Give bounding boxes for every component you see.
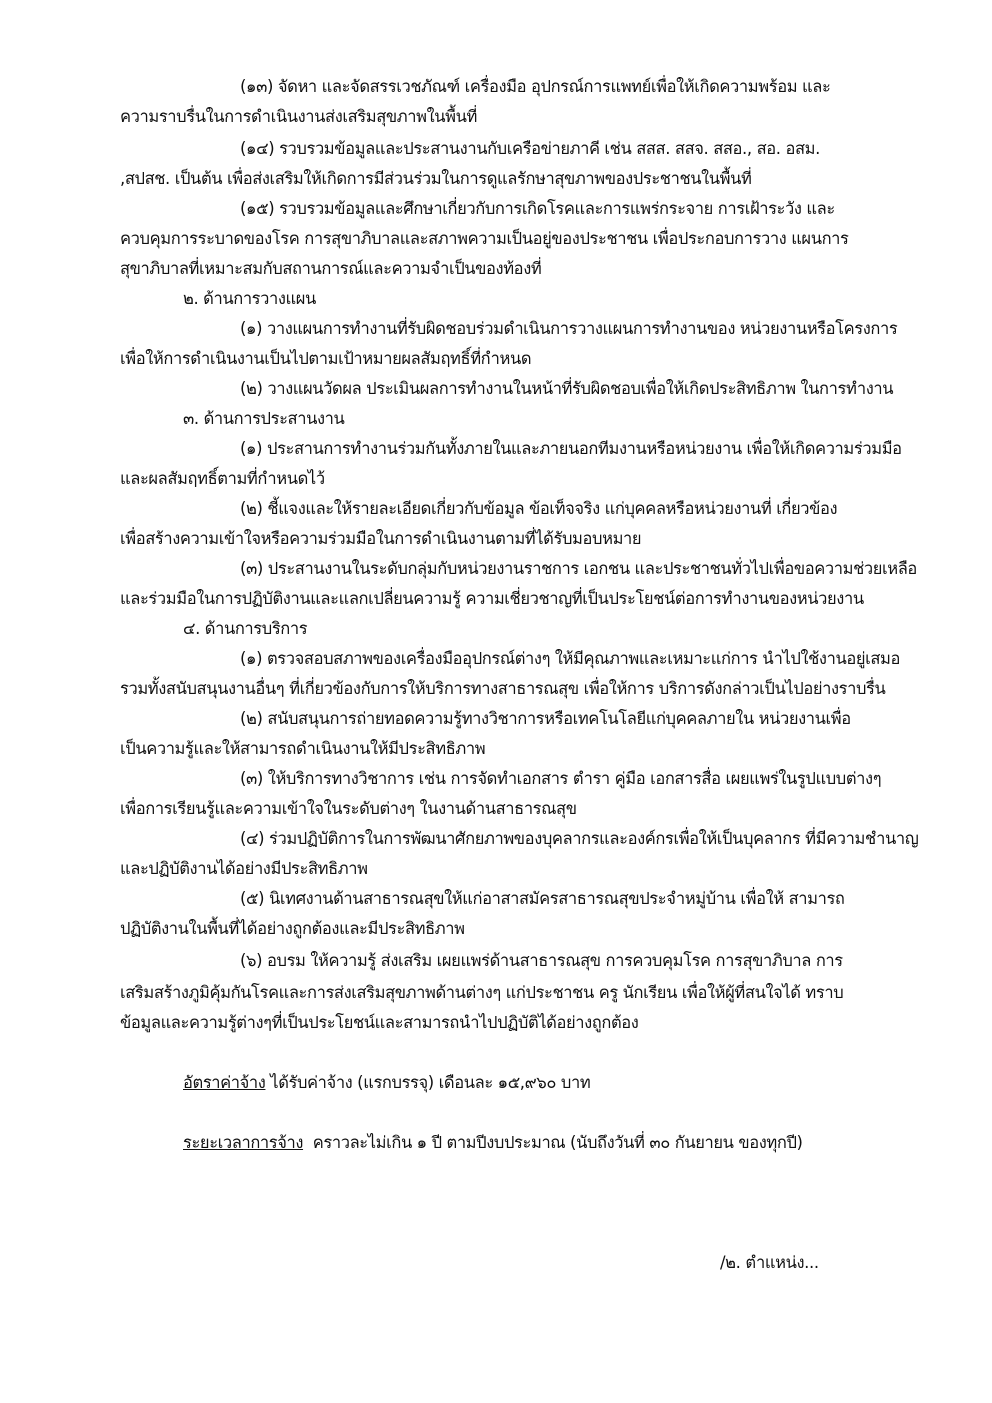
service-item-1-line-2: รวมทั้งสนับสนุนงานอื่นๆ ที่เกี่ยวข้องกับการให้บริการทางสาธารณสุข เพื่อให้การ บริการดังกล่าวเป็นไปอย่างราบรื่น [120,679,886,698]
paragraph-15-line-2: ควบคุมการระบาดของโรค การสุขาภิบาลและสภาพความเป็นอยู่ของประชาชน เพื่อประกอบการวาง แผนการ [120,229,849,248]
employment-term-label: ระยะเวลาการจ้าง [183,1133,304,1152]
page-continuation: /๒. ตำแหน่ง... [720,1253,819,1272]
service-item-4-line-2: และปฏิบัติงานได้อย่างมีประสิทธิภาพ [120,859,368,878]
service-item-3-line-2: เพื่อการเรียนรู้และความเข้าใจในระดับต่างๆ ในงานด้านสาธารณสุข [120,799,577,818]
employment-term-text: คราวละไม่เกิน ๑ ปี ตามปีงบประมาณ (นับถึงวันที่ ๓๐ กันยายน ของทุกปี) [303,1133,803,1152]
employment-term-line [183,1132,803,1154]
paragraph-15-line-3: สุขาภิบาลที่เหมาะสมกับสถานการณ์และความจำเป็นของท้องที่ [120,259,542,278]
service-item-2-line-1: (๒) สนับสนุนการถ่ายทอดความรู้ทางวิชาการหรือเทคโนโลยีแก่บุคคลภายใน หน่วยงานเพื่อ [240,709,851,728]
section-heading-planning: ๒. ด้านการวางแผน [183,289,316,308]
service-item-5-line-2: ปฏิบัติงานในพื้นที่ได้อย่างถูกต้องและมีประสิทธิภาพ [120,919,465,938]
wage-line [183,1072,590,1094]
wage-label: อัตราค่าจ้าง [183,1073,266,1092]
paragraph-13-line-1: (๑๓) จัดหา และจัดสรรเวชภัณฑ์ เครื่องมือ อุปกรณ์การแพทย์เพื่อให้เกิดความพร้อม และ [240,77,831,96]
service-item-5-line-1: (๕) นิเทศงานด้านสาธารณสุขให้แก่อาสาสมัครสาธารณสุขประจำหมู่บ้าน เพื่อให้ สามารถ [240,889,845,908]
service-item-2-line-2: เป็นความรู้และให้สามารถดำเนินงานให้มีประสิทธิภาพ [120,739,486,758]
service-item-4-line-1: (๔) ร่วมปฏิบัติการในการพัฒนาศักยภาพของบุคลากรและองค์กรเพื่อให้เป็นบุคลากร ที่มีความชำนาญ [240,829,919,848]
coordination-item-3-line-1: (๓) ประสานงานในระดับกลุ่มกับหน่วยงานราชการ เอกชน และประชาชนทั่วไปเพื่อขอความช่วยเหลือ [240,559,917,578]
paragraph-14-line-1: (๑๔) รวบรวมข้อมูลและประสานงานกับเครือข่ายภาคี เช่น สสส. สสจ. สสอ., สอ. อสม. [240,139,820,158]
coordination-item-3-line-2: และร่วมมือในการปฏิบัติงานและแลกเปลี่ยนความรู้ ความเชี่ยวชาญที่เป็นประโยชน์ต่อการทำงานของหน่วยงาน [120,589,864,608]
service-item-6-line-3: ข้อมูลและความรู้ต่างๆที่เป็นประโยชน์และสามารถนำไปปฏิบัติได้อย่างถูกต้อง [120,1013,639,1032]
service-item-1-line-1: (๑) ตรวจสอบสภาพของเครื่องมืออุปกรณ์ต่างๆ ให้มีคุณภาพและเหมาะแก่การ นำไปใช้งานอยู่เสมอ [240,649,901,668]
wage-text: ได้รับค่าจ้าง (แรกบรรจุ) เดือนละ ๑๕,๙๖๐ บาท [265,1073,591,1092]
paragraph-13-line-2: ความราบรื่นในการดำเนินงานส่งเสริมสุขภาพในพื้นที่ [120,107,477,126]
service-item-3-line-1: (๓) ให้บริการทางวิชาการ เช่น การจัดทำเอกสาร ตำรา คู่มือ เอกสารสื่อ เผยแพร่ในรูปแบบต่างๆ [240,769,882,788]
coordination-item-2-line-1: (๒) ชี้แจงและให้รายละเอียดเกี่ยวกับข้อมูล ข้อเท็จจริง แก่บุคคลหรือหน่วยงานที่ เกี่ยวข้อง [240,499,838,518]
coordination-item-1-line-1: (๑) ประสานการทำงานร่วมกันทั้งภายในและภายนอกทีมงานหรือหน่วยงาน เพื่อให้เกิดความร่วมมือ [240,439,902,458]
planning-item-1-line-2: เพื่อให้การดำเนินงานเป็นไปตามเป้าหมายผลสัมฤทธิ์ที่กำหนด [120,349,532,368]
section-heading-coordination: ๓. ด้านการประสานงาน [183,409,345,428]
coordination-item-2-line-2: เพื่อสร้างความเข้าใจหรือความร่วมมือในการดำเนินงานตามที่ได้รับมอบหมาย [120,529,642,548]
planning-item-2-line-1: (๒) วางแผนวัดผล ประเมินผลการทำงานในหน้าที่รับผิดชอบเพื่อให้เกิดประสิทธิภาพ ในการทำงาน [240,379,894,398]
planning-item-1-line-1: (๑) วางแผนการทำงานที่รับผิดชอบร่วมดำเนินการวางแผนการทำงานของ หน่วยงานหรือโครงการ [240,319,898,338]
coordination-item-1-line-2: และผลสัมฤทธิ์ตามที่กำหนดไว้ [120,469,325,488]
service-item-6-line-1: (๖) อบรม ให้ความรู้ ส่งเสริม เผยแพร่ด้านสาธารณสุข การควบคุมโรค การสุขาภิบาล การ [240,951,843,970]
service-item-6-line-2: เสริมสร้างภูมิคุ้มกันโรคและการส่งเสริมสุขภาพด้านต่างๆ แก่ประชาชน ครู นักเรียน เพื่อให้ผู้ที่สนใจได้ ทราบ [120,983,844,1002]
paragraph-15-line-1: (๑๕) รวบรวมข้อมูลและศึกษาเกี่ยวกับการเกิดโรคและการแพร่กระจาย การเฝ้าระวัง และ [240,199,835,218]
paragraph-14-line-2: ,สปสช. เป็นต้น เพื่อส่งเสริมให้เกิดการมีส่วนร่วมในการดูแลรักษาสุขภาพของประชาชนในพื้นที่ [120,169,752,188]
section-heading-service: ๔. ด้านการบริการ [183,619,308,638]
